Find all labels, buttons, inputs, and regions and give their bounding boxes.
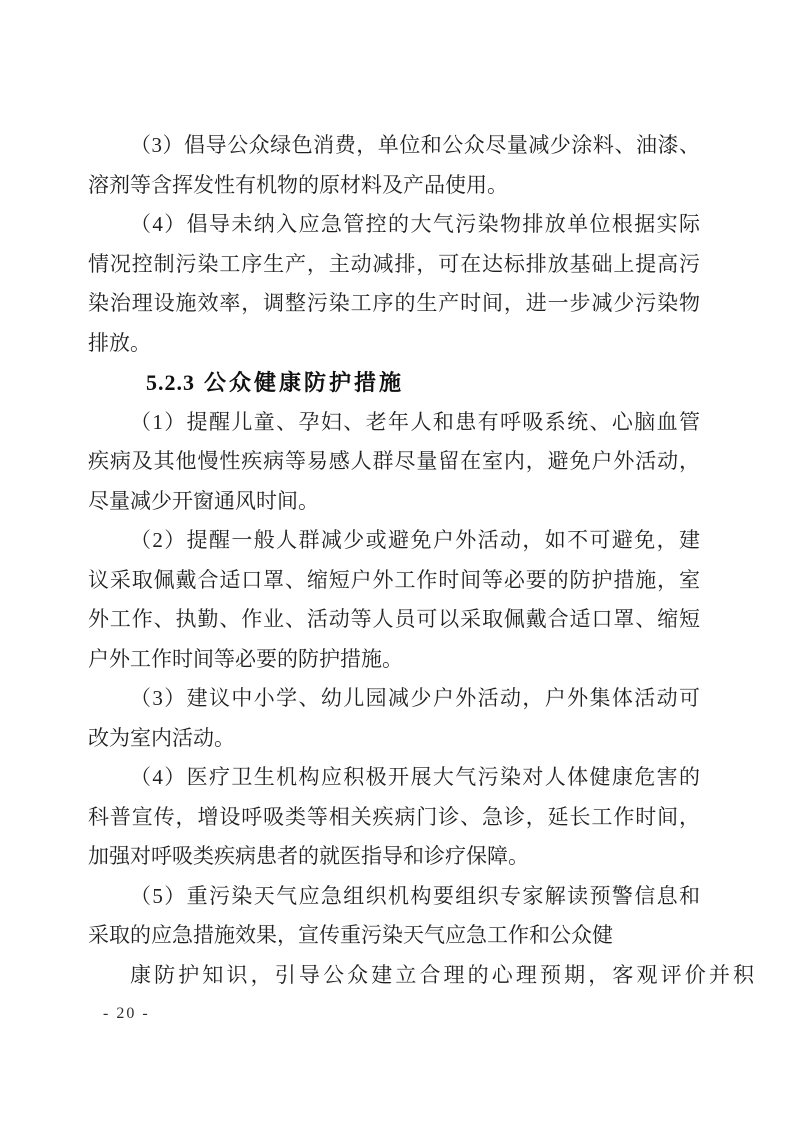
section-heading-number: 5.2.3 [146,370,195,395]
text-line: （5）重污染天气应急组织机构要组织专家解读预警信息和 [130,883,700,908]
text-line: （4）医疗卫生机构应积极开展大气污染对人体健康危害的 [130,765,700,789]
paragraph-voluntary-reduction [88,205,700,363]
text-line: 康防护知识，引导公众建立合理的心理预期，客观评价并积 [130,962,754,987]
text-line: 科普宣传，增设呼吸类等相关疾病门诊、急诊，延长工作时间， [88,804,700,829]
paragraph-sensitive-groups [88,403,700,522]
text-line: 尽量减少开窗通风时间。 [88,488,319,513]
text-line: 溶剂等含挥发性有机物的原材料及产品使用。 [88,172,508,197]
page-body [88,126,754,995]
paragraph-schools [88,679,700,758]
paragraph-green-consumption [88,126,700,205]
text-line: （4）倡导未纳入应急管控的大气污染物排放单位根据实际 [130,212,700,236]
section-heading [88,363,700,403]
paragraph-expert-interpretation [88,877,754,996]
text-line: （3）倡导公众绿色消费，单位和公众尽量减少涂料、油漆、 [130,133,700,157]
page-number: - 20 - [103,1005,150,1022]
text-line: 加强对呼吸类疾病患者的就医指导和诊疗保障。 [88,844,529,868]
section-heading-title: 公众健康防护措施 [204,370,405,395]
text-line: 染治理设施效率，调整污染工序的生产时间，进一步减少污染物 [88,291,700,315]
text-line: 排放。 [88,330,151,355]
paragraph-medical-institutions [88,758,700,877]
text-line: 改为室内活动。 [88,725,235,750]
text-line: 采取的应急措施效果，宣传重污染天气应急工作和公众健 [88,923,613,947]
text-line: （2）提醒一般人群减少或避免户外活动，如不可避免，建 [130,528,700,552]
text-line: 外工作、执勤、作业、活动等人员可以采取佩戴合适口罩、缩短 [88,607,700,631]
text-line: 疾病及其他慢性疾病等易感人群尽量留在室内，避免户外活动， [88,449,700,473]
text-line: 情况控制污染工序生产，主动减排，可在达标排放基础上提高污 [88,251,700,276]
text-line: （3）建议中小学、幼儿园减少户外活动，户外集体活动可 [130,686,700,710]
text-line: 户外工作时间等必要的防护措施。 [88,646,403,671]
paragraph-general-public [88,521,700,679]
text-line: 议采取佩戴合适口罩、缩短户外工作时间等必要的防护措施，室 [88,567,700,592]
text-line: （1）提醒儿童、孕妇、老年人和患有呼吸系统、心脑血管 [130,409,700,434]
